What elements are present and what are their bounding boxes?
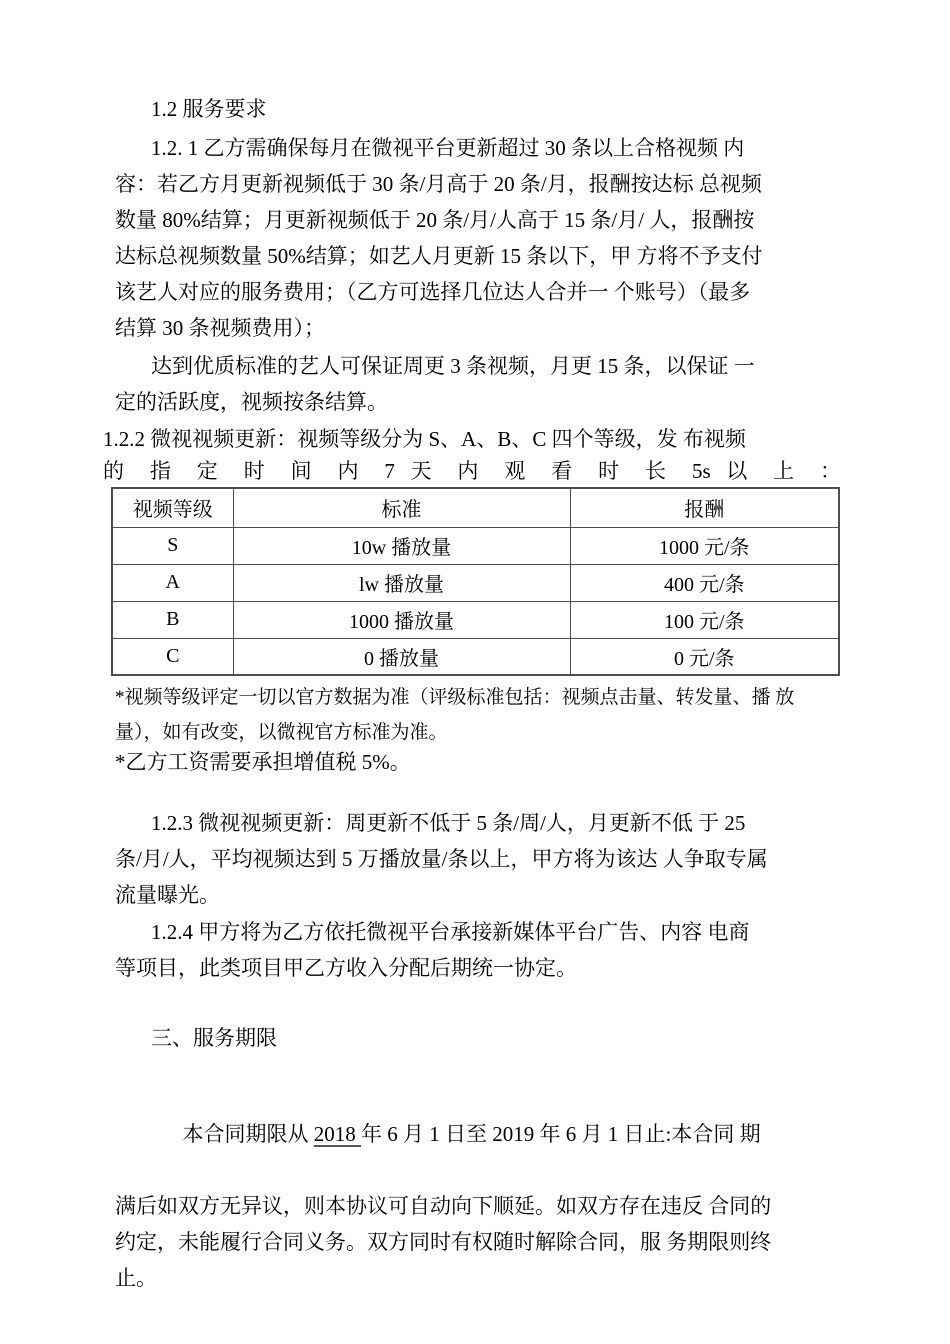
paragraph-line: 约定，未能履行合同义务。双方同时有权随时解除合同，服 务期限则终 (115, 1230, 772, 1254)
table-cell-standard: 10w 播放量 (233, 527, 570, 564)
paragraph-1-2-2 (103, 423, 841, 487)
table-cell-pay: 400 元/条 (570, 564, 839, 601)
table-cell-pay: 1000 元/条 (570, 527, 839, 564)
table-cell-grade: B (112, 601, 233, 638)
paragraph-line: 该艺人对应的服务费用；（乙方可选择几位达人合并一 个账号）（最多 (115, 280, 751, 304)
table-cell-standard: lw 播放量 (233, 564, 570, 601)
table-header-standard: 标准 (233, 488, 570, 527)
paragraph-line: 数量 80%结算；月更新视频低于 20 条/月/人高于 15 条/月/ 人，报酬按 (115, 208, 755, 232)
table-cell-pay: 0 元/条 (570, 638, 839, 675)
paragraph-line: 达标总视频数量 50%结算；如艺人月更新 15 条以下，甲 方将不予支付 (115, 244, 763, 268)
footnote-line: *视频等级评定一切以官方数据为准（评级标准包括：视频点击量、转发量、播 放 (115, 687, 795, 708)
paragraph-line (115, 1080, 838, 1188)
table-cell-standard: 1000 播放量 (233, 601, 570, 638)
table-cell-grade: A (112, 564, 233, 601)
section-heading-3: 三、服务期限 (151, 1026, 277, 1050)
video-grade-table (111, 487, 840, 676)
table-header-row (112, 488, 839, 527)
paragraph-line: 达到优质标准的艺人可保证周更 3 条视频，月更 15 条，以保证 一 (151, 354, 755, 378)
paragraph-1-2-1 (115, 130, 838, 346)
table-header-grade: 视频等级 (112, 488, 233, 527)
footnote-line: *乙方工资需要承担增值税 5%。 (115, 750, 411, 774)
paragraph-line: 1.2.4 甲方将为乙方依托微视平台承接新媒体平台广告、内容 电商 (151, 920, 750, 944)
paragraph-line: 等项目，此类项目甲乙方收入分配后期统一协定。 (115, 956, 577, 980)
footnote-tax (115, 744, 838, 780)
paragraph-line: 满后如双方无异议，则本协议可自动向下顺延。如双方存在违反 合同的 (115, 1194, 772, 1218)
term-text-pre: 本合同期限从 (182, 1122, 314, 1146)
footnote-line: 量），如有改变，以微视官方标准为准。 (115, 722, 448, 743)
table-header-pay: 报酬 (570, 488, 839, 527)
table-cell-standard: 0 播放量 (233, 638, 570, 675)
paragraph-line: 止。 (115, 1266, 157, 1290)
paragraph-line: 定的活跃度，视频按条结算。 (115, 390, 388, 414)
term-year-underlined: 2018 (313, 1122, 361, 1146)
paragraph-line: 1.2.3 微视视频更新：周更新不低于 5 条/周/人，月更新不低 于 25 (151, 811, 746, 835)
table-row (112, 638, 839, 675)
paragraph-line: 1.2. 1 乙方需确保每月在微视平台更新超过 30 条以上合格视频 内 (151, 136, 745, 160)
term-text-post: 年 6 月 1 日至 2019 年 6 月 1 日止:本合同 期 (361, 1122, 761, 1146)
section-heading-1-2: 1.2 服务要求 (151, 97, 267, 121)
paragraph-line-justified: 的 指 定 时 间 内 7 天 内 观 看 时 长 5s 以 上 ： (103, 459, 841, 483)
paragraph-line: 条/月/人，平均视频达到 5 万播放量/条以上，甲方将为该达 人争取专属 (115, 847, 768, 871)
paragraph-1-2-3 (115, 805, 838, 913)
table-cell-grade: S (112, 527, 233, 564)
paragraph-1-2-4 (115, 914, 838, 986)
paragraph-contract-term (115, 1080, 838, 1296)
paragraph-line: 容：若乙方月更新视频低于 30 条/月高于 20 条/月，报酬按达标 总视频 (115, 172, 762, 196)
table-row (112, 601, 839, 638)
table-cell-grade: C (112, 638, 233, 675)
table-row (112, 564, 839, 601)
paragraph-quality-standard (115, 348, 838, 420)
paragraph-line: 1.2.2 微视视频更新：视频等级分为 S、A、B、C 四个等级，发 布视频 (103, 427, 746, 451)
paragraph-line: 流量曝光。 (115, 883, 220, 907)
footnote-grading (115, 680, 838, 750)
table-row (112, 527, 839, 564)
paragraph-line: 结算 30 条视频费用）； (115, 316, 325, 340)
table-cell-pay: 100 元/条 (570, 601, 839, 638)
